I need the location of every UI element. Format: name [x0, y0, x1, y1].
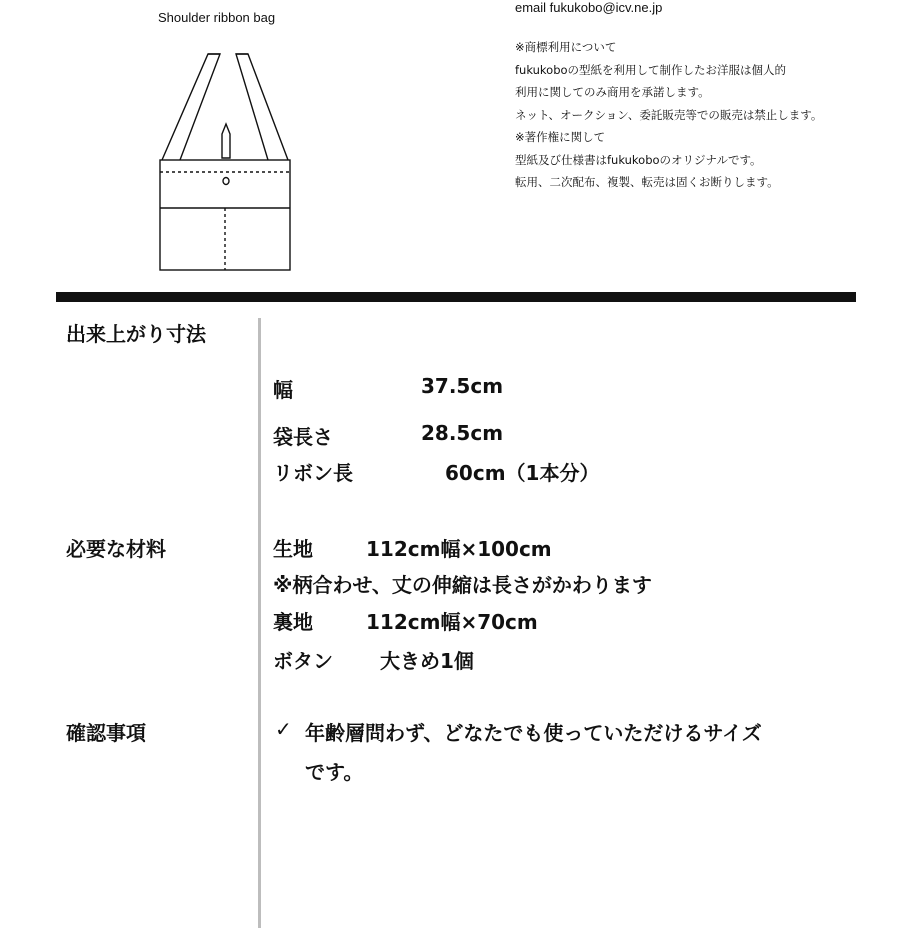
illustration-caption: Shoulder ribbon bag [158, 10, 276, 25]
confirm-heading: 確認事項 [66, 721, 146, 745]
dimension-label-width: 幅 [273, 378, 293, 402]
confirm-text-line2: です。 [305, 760, 364, 784]
note-line: fukukoboの型紙を利用して制作したお洋服は個人的 [515, 62, 787, 77]
dimension-value-ribbon: 60cm（1本分） [445, 461, 600, 485]
dimension-value-length: 28.5cm [421, 421, 504, 445]
dimension-label-length: 袋長さ [273, 425, 333, 449]
contact-email: email fukukobo@icv.ne.jp [515, 0, 663, 15]
button-label: ボタン [273, 649, 333, 673]
note-line: ネット、オークション、委託販売等での販売は禁止します。 [515, 107, 823, 122]
note-line: 利用に関してのみ商用を承諾します。 [515, 85, 710, 99]
section-divider [56, 292, 856, 302]
dimension-value-width: 37.5cm [421, 374, 504, 398]
materials-heading: 必要な材料 [66, 537, 166, 561]
note-line: ※商標利用について [515, 40, 617, 54]
confirm-text-line1: 年齢層問わず、どなたでも使っていただけるサイズ [305, 721, 762, 745]
note-line: 転用、二次配布、複製、転売は固くお断りします。 [515, 175, 779, 189]
check-icon: ✓ [275, 717, 292, 741]
usage-notes [515, 36, 822, 194]
note-line: 型紙及び仕様書はfukukoboのオリジナルです。 [515, 152, 762, 167]
fabric-label: 生地 [273, 537, 313, 561]
dimensions-heading: 出来上がり寸法 [66, 322, 206, 346]
note-line: ※著作権に関して [515, 130, 606, 144]
lining-value: 112cm幅×70cm [366, 610, 538, 634]
fabric-note: ※柄合わせ、丈の伸縮は長さがかわります [273, 573, 652, 597]
column-divider [258, 318, 261, 928]
button-value: 大きめ1個 [380, 649, 474, 673]
fabric-value: 112cm幅×100cm [366, 537, 552, 561]
bag-illustration [150, 40, 300, 280]
dimension-label-ribbon: リボン長 [273, 461, 353, 485]
lining-label: 裏地 [273, 610, 313, 634]
